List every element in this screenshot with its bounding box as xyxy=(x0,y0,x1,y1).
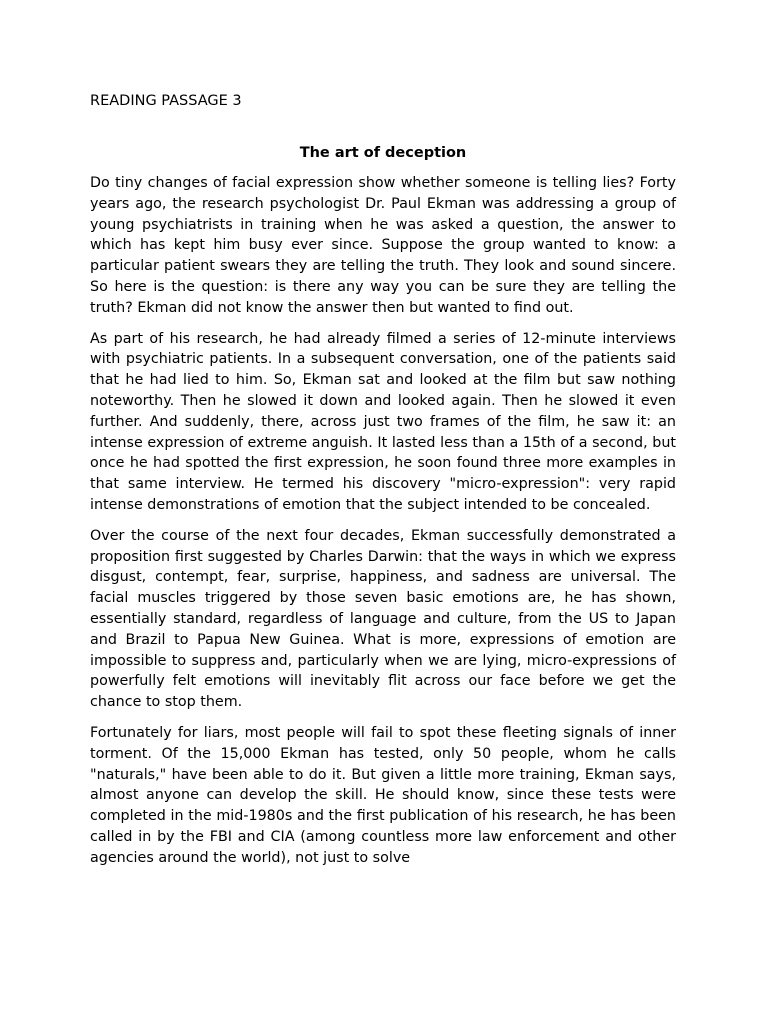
paragraph-4: Fortunately for liars, most people will fail to spot these fleeting signals of inner torment. Of the 15,000 Ekman has tested, only 50 people, whom he calls "naturals," have been able to do it. But given a little more training, Ekman says, almost anyone can develop the skill. He should know, since these tests were completed in the mid-1980s and the first publication of his research, he has been called in by the FBI and CIA (among countless more law enforcement and other agencies around the world), not just to solve xyxy=(90,724,676,866)
paragraph-2: As part of his research, he had already filmed a series of 12-minute interviews with psychiatric patients. In a subsequent conversation, one of the patients said that he had lied to him. So, Ekman sat and looked at the film but saw nothing noteworthy. Then he slowed it down and looked again. Then he slowed it even further. And suddenly, there, across just two frames of the film, he saw it: an intense expression of extreme anguish. It lasted less than a 15th of a second, but once he had spotted the first expression, he soon found three more examples in that same interview. He termed his discovery "micro-expression": very rapid intense demonstrations of emotion that the subject intended to be concealed. xyxy=(90,330,676,513)
document-page xyxy=(90,90,676,879)
paragraph-1: Do tiny changes of facial expression show whether someone is telling lies? Forty years ago, the research psychologist Dr. Paul Ekman was addressing a group of young psychiatrists in training when he was asked a question, the answer to which has kept him busy ever since. Suppose the group wanted to know: a particular patient swears they are telling the truth. They look and sound sincere. So here is the question: is there any way you can be sure they are telling the truth? Ekman did not know the answer then but wanted to find out. xyxy=(90,175,676,316)
section-label: READING PASSAGE 3 xyxy=(90,93,242,109)
article-title: The art of deception xyxy=(299,145,467,161)
paragraph-3: Over the course of the next four decades, Ekman successfully demonstrated a proposition first suggested by Charles Darwin: that the ways in which we express disgust, contempt, fear, surprise, happiness, and sadness are universal. The facial muscles triggered by those seven basic emotions are, he has shown, essentially standard, regardless of language and culture, from the US to Japan and Brazil to Papua New Guinea. What is more, expressions of emotion are impossible to suppress and, particularly when we are lying, micro-expressions of powerfully felt emotions will inevitably flit across our face before we get the chance to stop them. xyxy=(90,527,676,711)
